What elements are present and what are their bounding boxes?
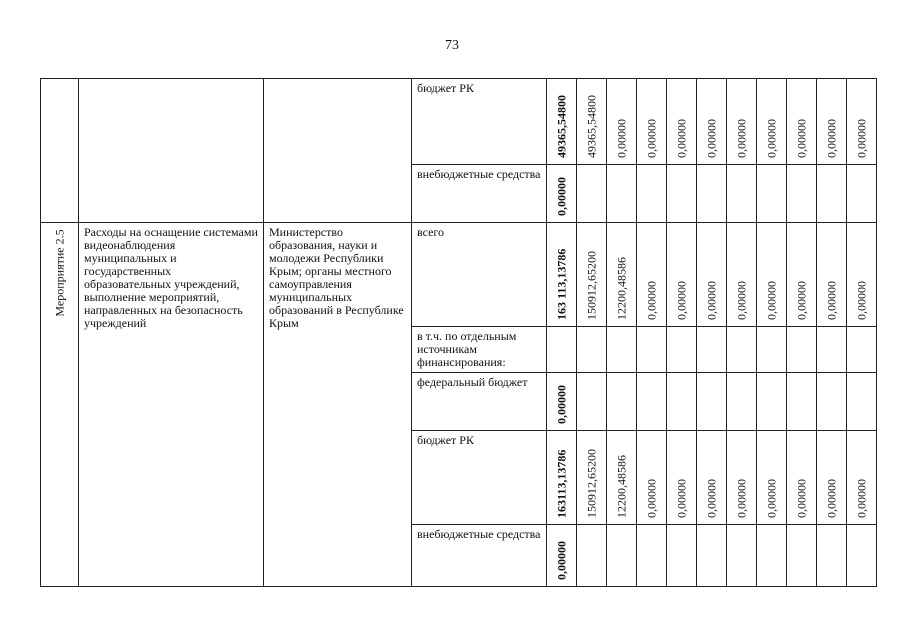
amount-cell	[847, 327, 877, 373]
funding-source-cell	[412, 431, 547, 525]
amount-cell	[757, 327, 787, 373]
amount-value: 49365,54800	[584, 95, 598, 158]
amount-cell	[637, 327, 667, 373]
amount-value: 0,00000	[704, 479, 718, 518]
amount-cell	[607, 165, 637, 223]
table-row	[41, 223, 877, 327]
amount-value: 0,00000	[854, 479, 868, 518]
amount-value: 163113,13786	[554, 449, 568, 518]
amount-value: 0,00000	[644, 119, 658, 158]
amount-cell	[577, 79, 607, 165]
amount-cell	[667, 79, 697, 165]
amount-cell	[817, 79, 847, 165]
amount-value: 0,00000	[764, 479, 778, 518]
amount-value: 0,00000	[764, 281, 778, 320]
amount-value: 0,00000	[674, 119, 688, 158]
amount-cell	[727, 431, 757, 525]
amount-cell	[637, 373, 667, 431]
amount-cell	[727, 525, 757, 587]
amount-cell	[637, 79, 667, 165]
amount-cell	[757, 373, 787, 431]
table-row	[41, 79, 877, 165]
amount-value: 0,00000	[644, 479, 658, 518]
amount-value: 0,00000	[704, 119, 718, 158]
amount-cell	[667, 327, 697, 373]
amount-cell	[607, 431, 637, 525]
amount-value: 49365,54800	[554, 95, 568, 158]
amount-value: 0,00000	[824, 479, 838, 518]
amount-cell	[637, 165, 667, 223]
amount-value: 0,00000	[614, 119, 628, 158]
amount-value: 12200,48586	[614, 455, 628, 518]
amount-value: 0,00000	[794, 281, 808, 320]
funding-source-cell	[412, 223, 547, 327]
amount-value: 0,00000	[734, 479, 748, 518]
amount-value: 0,00000	[674, 281, 688, 320]
amount-cell	[637, 431, 667, 525]
amount-cell	[547, 373, 577, 431]
empty-code-cell	[41, 79, 79, 223]
amount-cell	[847, 431, 877, 525]
amount-cell	[577, 165, 607, 223]
amount-cell	[787, 327, 817, 373]
amount-cell	[577, 525, 607, 587]
amount-cell	[667, 373, 697, 431]
amount-value: 150912,65200	[584, 449, 598, 518]
amount-cell	[697, 525, 727, 587]
amount-cell	[727, 327, 757, 373]
amount-cell	[697, 223, 727, 327]
measure-executor-cell	[264, 223, 412, 587]
amount-cell	[577, 223, 607, 327]
amount-cell	[817, 431, 847, 525]
amount-cell	[787, 373, 817, 431]
amount-value: 0,00000	[764, 119, 778, 158]
budget-table	[40, 78, 877, 587]
funding-source: бюджет РК	[417, 433, 474, 447]
amount-cell	[547, 431, 577, 525]
amount-cell	[697, 165, 727, 223]
amount-value: 12200,48586	[614, 257, 628, 320]
measure-name: Расходы на оснащение системами видеонаблюдения муниципальных и государственных образовательных учреждений, выполнение мероприятий, направленных на безопасность учреждений	[84, 225, 258, 330]
amount-cell	[607, 327, 637, 373]
funding-source: внебюджетные средства	[417, 527, 541, 541]
funding-source-cell	[412, 165, 547, 223]
amount-cell	[847, 79, 877, 165]
amount-cell	[787, 165, 817, 223]
measure-code: Мероприятие 2.5	[52, 229, 66, 317]
amount-cell	[637, 223, 667, 327]
empty-executor-cell	[264, 79, 412, 223]
amount-cell	[697, 431, 727, 525]
amount-cell	[847, 223, 877, 327]
amount-value: 0,00000	[674, 479, 688, 518]
funding-source: всего	[417, 225, 445, 239]
amount-cell	[727, 373, 757, 431]
amount-cell	[787, 79, 817, 165]
amount-cell	[607, 525, 637, 587]
amount-value: 0,00000	[644, 281, 658, 320]
page-number: 73	[445, 38, 459, 53]
amount-cell	[607, 223, 637, 327]
amount-value: 150912,65200	[584, 251, 598, 320]
amount-cell	[727, 79, 757, 165]
amount-cell	[787, 525, 817, 587]
amount-cell	[817, 373, 847, 431]
amount-cell	[697, 327, 727, 373]
empty-name-cell	[79, 79, 264, 223]
amount-cell	[847, 373, 877, 431]
amount-value: 0,00000	[554, 177, 568, 216]
amount-cell	[757, 223, 787, 327]
funding-source: внебюджетные средства	[417, 167, 541, 181]
amount-value: 0,00000	[824, 119, 838, 158]
amount-cell	[757, 79, 787, 165]
amount-cell	[547, 223, 577, 327]
amount-cell	[547, 79, 577, 165]
amount-cell	[577, 327, 607, 373]
amount-cell	[817, 223, 847, 327]
amount-cell	[787, 223, 817, 327]
amount-cell	[547, 327, 577, 373]
amount-cell	[817, 165, 847, 223]
funding-source: бюджет РК	[417, 81, 474, 95]
amount-cell	[667, 165, 697, 223]
amount-cell	[727, 165, 757, 223]
funding-source: федеральный бюджет	[417, 375, 528, 389]
amount-value: 0,00000	[554, 541, 568, 580]
measure-name-cell	[79, 223, 264, 587]
amount-cell	[757, 431, 787, 525]
amount-value: 0,00000	[734, 281, 748, 320]
amount-cell	[847, 165, 877, 223]
amount-value: 0,00000	[794, 479, 808, 518]
amount-cell	[757, 165, 787, 223]
amount-cell	[607, 373, 637, 431]
measure-executor: Министерство образования, науки и молодежи Республики Крым; органы местного самоуправления муниципальных образований в Республике Крым	[269, 225, 404, 330]
amount-cell	[817, 525, 847, 587]
amount-cell	[547, 525, 577, 587]
funding-source: в т.ч. по отдельным источникам финансирования:	[417, 329, 517, 369]
amount-value: 0,00000	[734, 119, 748, 158]
amount-cell	[667, 525, 697, 587]
amount-cell	[577, 431, 607, 525]
amount-cell	[607, 79, 637, 165]
amount-value: 0,00000	[824, 281, 838, 320]
funding-source-cell	[412, 373, 547, 431]
measure-code-cell	[41, 223, 79, 587]
amount-cell	[697, 79, 727, 165]
amount-cell	[667, 431, 697, 525]
funding-source-cell	[412, 327, 547, 373]
amount-cell	[787, 431, 817, 525]
amount-cell	[817, 327, 847, 373]
amount-value: 0,00000	[794, 119, 808, 158]
amount-cell	[847, 525, 877, 587]
amount-value: 0,00000	[554, 385, 568, 424]
funding-source-cell	[412, 79, 547, 165]
amount-value: 163 113,13786	[554, 248, 568, 320]
funding-source-cell	[412, 525, 547, 587]
amount-cell	[697, 373, 727, 431]
amount-cell	[667, 223, 697, 327]
amount-cell	[757, 525, 787, 587]
amount-cell	[577, 373, 607, 431]
amount-value: 0,00000	[854, 281, 868, 320]
amount-value: 0,00000	[704, 281, 718, 320]
amount-cell	[637, 525, 667, 587]
amount-cell	[547, 165, 577, 223]
amount-cell	[727, 223, 757, 327]
amount-value: 0,00000	[854, 119, 868, 158]
